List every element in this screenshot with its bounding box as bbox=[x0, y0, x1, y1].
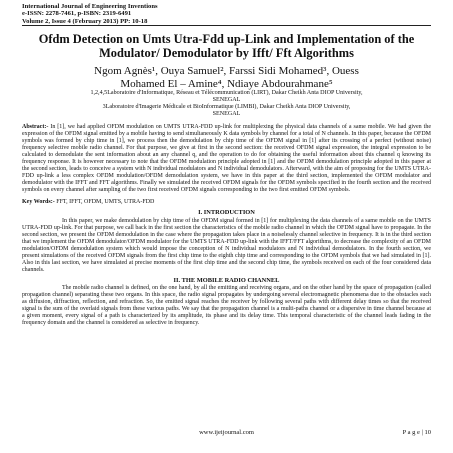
affiliation-1: 1,2,4,5Laboratoire d'Informatique, Réseau et Télécommunication (LIRT), Dakar Cheikh Anta DIOP University, bbox=[90, 90, 363, 97]
section-text-introduction: In this paper, we make demodulation by chip time of the OFDM signal formed in [1] for multiplexing the data channels of a same mobile on the UMTS UTRA-FDD up-link. For that purpose, we call back in the first section the characteristics of the mobile radio channel in which the OFDM signal have to propagate. In the second section, we present the OFDM demodulation in the case where the propagation takes place in a noiselessly channel selective in frequency. It is in the third section that we implement the OFDM demodulator/OFDM modulator for the UMTS UTRA-FDD up-link with the IFFT/FFT algorithms, to decrease the complexity of an OFDM modulation/OFDM demodulation system which would impose the conception of N individual modulators and N individual demodulators. In the fourth section, we present simulations of the received OFDM signals from the first chip time to the eighth chip time and corresponding to the OFDM symbols that we had simulated in [1]. Also in this last section, we have simulated at precise moments of the first chip time and the second chip time, the symbols received on each of the four considered data channels. bbox=[22, 217, 432, 273]
keywords bbox=[22, 199, 431, 206]
keywords-label: Key Words:- bbox=[22, 199, 55, 206]
affiliation-2: 3Laboratoire d'Imagerie Médicale et BioInformatique (LIMBI), Dakar Cheikh Anta DIOP University, bbox=[102, 104, 351, 111]
abstract-label: Abstract:- bbox=[22, 124, 49, 131]
footer-url[interactable]: www.ijeijournal.com bbox=[199, 429, 254, 436]
section-heading-mobile-radio-channel: II. THE MOBILE RADIO CHANNEL bbox=[173, 276, 280, 284]
affiliations bbox=[22, 90, 431, 118]
paper-title: Ofdm Detection on Umts Utra-Fdd up-Link and Implementation of the Modulator/ Demodulator by Ifft/ Fft Algorithms bbox=[38, 32, 415, 61]
journal-header bbox=[22, 3, 431, 25]
authors-line-1: Ngom Agnès¹, Ouya Samuel², Farssi Sidi Mohamed³, Ouess bbox=[94, 65, 359, 78]
header-rule bbox=[22, 25, 431, 26]
section-heading-introduction: I. INTRODUCTION bbox=[198, 209, 255, 217]
page-number: P a g e | 10 bbox=[402, 429, 431, 436]
section-text-mobile-radio-channel: The mobile radio channel is defined, on the one hand, by all the emitting and receiving organs, and on the other hand by the space of propagation (called propagation channel) separating these two organs. In this space, the radio signal propagates by undergoing several electromagnetic phenomena due to the obstacles such as diffusion, diffraction, reflection, and refraction. So, the emitted signal reaches the receiver by following several paths with different delay times so that the received signal is the sum of the overlaid signals from these various paths. We say that the propagation channel is a multi-paths channel or a dispersive in time channel because at a given moment, every signal of a path is characterized by its amplitude, its phase and its delay time. This temporal characteristic of the channel leads fading in the frequency domain and the channel is considered as selective in frequency. bbox=[22, 285, 431, 326]
authors-line-2: Mohamed El – Amine⁴, Ndiaye Abdourahmane⁵ bbox=[120, 77, 333, 90]
journal-name: International Journal of Engineering Inventions bbox=[22, 3, 158, 10]
abstract-text: In [1], we had applied OFDM modulation on UMTS UTRA-FDD up-link for multiplexing the physical data channels of a same mobile. We had given the expression of the OFDM signal emitted by a mobile having to send simultaneously K data symbols by channel for a total of N channels. In this paper, because the OFDM symbols was formed by chip time in [1], we process then the demodulation by chip time of the OFDM signal in [1] after its crossing of a perfect (without noise) frequency selective mobile radio channel. For that purpose, we give at first in the second section: the received OFDM signal expression, the integral expression to be calculated to demodulate the sent information about an any channel q, and the operation to do for obtaining the useful information about this channel q knowing its frequency response. It is however necessary to note that the OFDM modulation principle adopted in [1] and the OFDM demodulation principle adopted in this paper at the second section, leads to conceive a system with N individual modulators and N individual demodulators. Afterward, with the aim of proposing for the UMTS UTRA-FDD up-link a less complex OFDM modulation/OFDM demodulation system, we have in this paper at the third section, implemented the OFDM modulator and demodulator with the IFFT and FFT algorithms. Finally we simulated the received OFDM signals for the OFDM symbols specified in the fourth section and the received symbols on every channel after sampling of the two first received OFDM signals corresponding to the two first emitted OFDM symbols. bbox=[22, 124, 432, 194]
abstract bbox=[22, 124, 431, 194]
affiliation-1-country: SENEGAL bbox=[212, 97, 241, 104]
page-footer bbox=[22, 429, 431, 453]
journal-volume: Volume 2, Issue 4 (February 2013) PP: 10-18 bbox=[22, 17, 148, 25]
author-list bbox=[22, 65, 431, 90]
journal-issn: e-ISSN: 2278-7461, p-ISBN: 2319-6491 bbox=[22, 10, 132, 18]
keywords-text: FFT, IFFT, OFDM, UMTS, UTRA-FDD bbox=[54, 199, 155, 206]
affiliation-2-country: SENEGAL bbox=[212, 111, 241, 118]
